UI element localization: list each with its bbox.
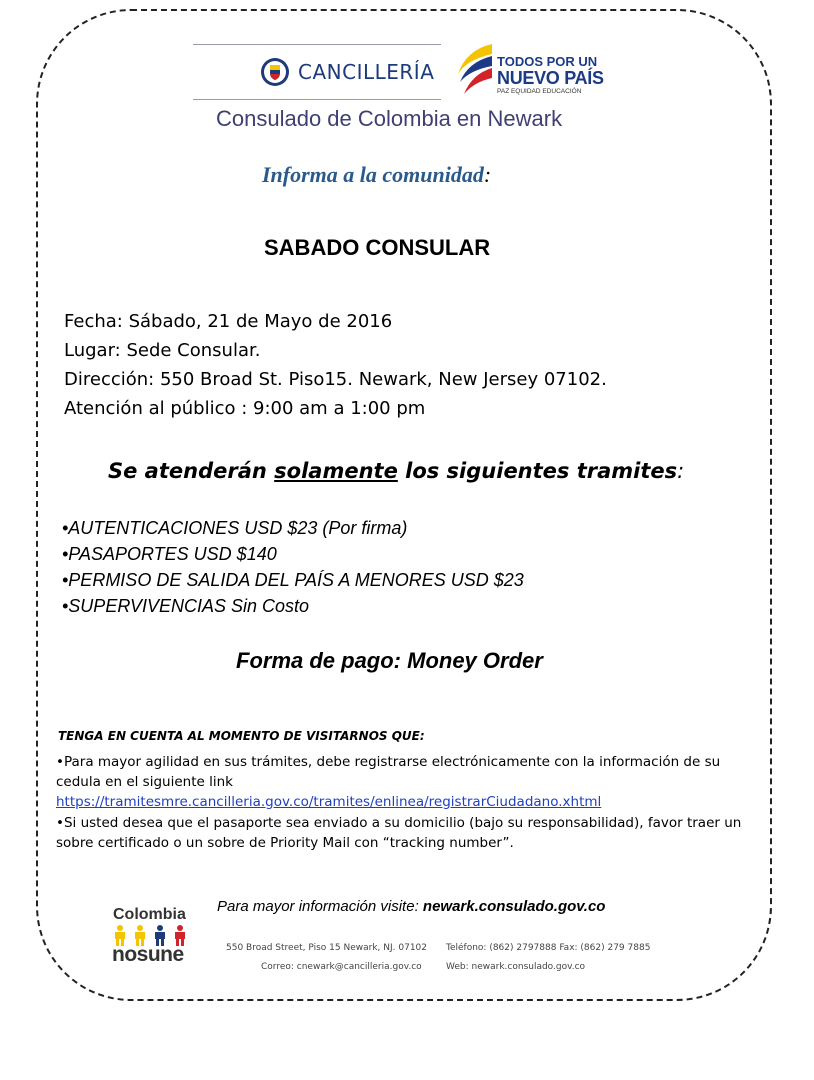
coat-of-arms-icon — [260, 57, 290, 87]
mas-info-label: Para mayor información visite: — [217, 898, 423, 915]
colombia-nosune-logo-bottom: nosune — [112, 943, 184, 966]
page-title: SABADO CONSULAR — [264, 235, 491, 260]
footer-address: 550 Broad Street, Piso 15 Newark, NJ. 07102 — [226, 943, 427, 953]
note-item1-line1: •Para mayor agilidad en sus trámites, debe registrarse electrónicamente con la información de su — [56, 754, 721, 770]
informa-text: Informa a la comunidad — [262, 162, 484, 187]
footer-correo: Correo: cnewark@cancilleria.gov.co — [261, 962, 422, 972]
tramites-heading-emph: solamente — [274, 459, 398, 483]
tramites-heading-post: los siguientes tramites — [397, 459, 678, 483]
registro-link[interactable]: https://tramitesmre.cancilleria.gov.co/tramites/enlinea/registrarCiudadano.xhtml — [56, 794, 602, 810]
header-rule-top — [193, 44, 441, 45]
mas-informacion — [217, 898, 605, 915]
tramite-item: •AUTENTICACIONES USD $23 (Por firma) — [62, 518, 408, 538]
note-item1-line2: cedula en el siguiente link — [56, 774, 233, 790]
cancilleria-logo-text: CANCILLERÍA — [298, 60, 435, 84]
fecha-line: Fecha: Sábado, 21 de Mayo de 2016 — [64, 311, 393, 332]
header-rule-bottom — [193, 99, 441, 100]
consulado-heading: Consulado de Colombia en Newark — [216, 106, 563, 131]
tramites-heading-colon: : — [677, 459, 685, 483]
tramites-heading — [108, 459, 684, 483]
lugar-line: Lugar: Sede Consular. — [64, 340, 261, 361]
note-item2-line1: •Si usted desea que el pasaporte sea enviado a su domicilio (bajo su responsabilidad), favor traer un — [56, 815, 742, 831]
direccion-line: Dirección: 550 Broad St. Piso15. Newark, New Jersey 07102. — [64, 369, 607, 390]
tramite-item: •SUPERVIVENCIAS Sin Costo — [62, 596, 310, 616]
informa-heading — [262, 162, 491, 188]
todos-line1: TODOS POR UN — [497, 54, 598, 69]
atencion-line: Atención al público : 9:00 am a 1:00 pm — [64, 398, 426, 419]
todos-line2: NUEVO PAÍS — [497, 68, 604, 88]
informa-colon: : — [483, 162, 492, 187]
colombia-nosune-logo-top: Colombia — [113, 906, 186, 923]
tramites-heading-pre: Se atenderán — [108, 459, 275, 483]
tramite-item: •PERMISO DE SALIDA DEL PAÍS A MENORES USD $23 — [62, 570, 524, 590]
footer-telefono: Teléfono: (862) 2797888 Fax: (862) 279 7885 — [446, 943, 651, 953]
footer-web: Web: newark.consulado.gov.co — [446, 962, 586, 972]
forma-de-pago: Forma de pago: Money Order — [236, 648, 543, 673]
tramite-item: •PASAPORTES USD $140 — [62, 544, 277, 564]
todos-line3: PAZ EQUIDAD EDUCACIÓN — [497, 88, 582, 95]
note-item2-line2: sobre certificado o un sobre de Priority Mail con “tracking number”. — [56, 835, 514, 851]
todos-por-un-nuevo-pais-logo-icon — [452, 40, 498, 100]
tenga-heading: TENGA EN CUENTA AL MOMENTO DE VISITARNOS QUE: — [58, 729, 425, 743]
mas-info-url: newark.consulado.gov.co — [422, 898, 606, 915]
